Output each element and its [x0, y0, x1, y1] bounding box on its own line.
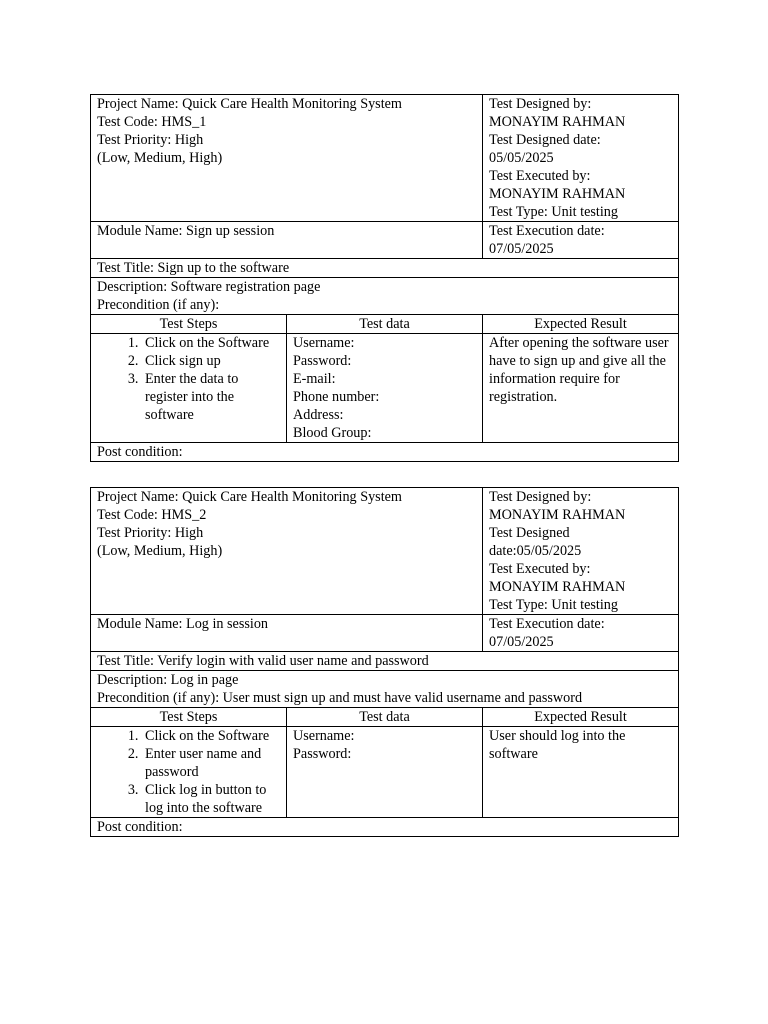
execution-date-label: Test Execution date: [489, 223, 605, 239]
expected-result: User should log into the software [489, 728, 626, 762]
test-priority: Test Priority: High [97, 132, 204, 148]
test-code: Test Code: HMS_1 [97, 114, 207, 130]
precondition: Precondition (if any): User must sign up and must have valid username and password [97, 690, 583, 706]
header-test-steps: Test Steps [91, 708, 287, 727]
designer-info-cell [483, 488, 679, 615]
module-name-cell [91, 222, 483, 259]
executed-by: MONAYIM RAHMAN [489, 186, 626, 202]
expected-result: After opening the software user have to sign up and give all the information require for registration. [489, 335, 669, 405]
test-title-cell [91, 259, 679, 278]
post-condition-cell [91, 818, 679, 837]
designed-date-label: Test Designed [489, 525, 570, 541]
description: Description: Software registration page [97, 279, 321, 295]
test-title: Test Title: Verify login with valid user name and password [97, 653, 429, 669]
designed-by-label: Test Designed by: [489, 96, 592, 112]
test-data-item: Phone number: [293, 389, 380, 405]
test-steps-list [97, 334, 280, 424]
execution-date: 07/05/2025 [489, 241, 554, 257]
designed-date: 05/05/2025 [489, 150, 554, 166]
post-condition-cell [91, 443, 679, 462]
test-steps-list [97, 727, 280, 817]
test-data-item: Username: [293, 335, 355, 351]
header-test-data: Test data [287, 315, 483, 334]
priority-options: (Low, Medium, High) [97, 543, 223, 559]
post-condition: Post condition: [97, 444, 183, 460]
project-name: Project Name: Quick Care Health Monitoring System [97, 489, 402, 505]
execution-date: 07/05/2025 [489, 634, 554, 650]
precondition: Precondition (if any): [97, 297, 220, 313]
expected-result-cell [483, 334, 679, 443]
test-step: 3. Enter the data to register into the software [142, 370, 280, 424]
executed-by-label: Test Executed by: [489, 168, 591, 184]
description: Description: Log in page [97, 672, 239, 688]
test-data-item: Username: [293, 728, 355, 744]
project-info-cell [91, 488, 483, 615]
executed-by-label: Test Executed by: [489, 561, 591, 577]
description-cell [91, 278, 679, 315]
test-data-item: Password: [293, 746, 352, 762]
designed-date: date:05/05/2025 [489, 543, 582, 559]
header-test-steps: Test Steps [91, 315, 287, 334]
test-data-item: E-mail: [293, 371, 336, 387]
expected-result-cell [483, 727, 679, 818]
execution-date-label: Test Execution date: [489, 616, 605, 632]
project-name: Project Name: Quick Care Health Monitoring System [97, 96, 402, 112]
test-step: 2. Enter user name and password [142, 745, 280, 781]
test-data-item: Address: [293, 407, 344, 423]
test-priority: Test Priority: High [97, 525, 204, 541]
header-expected-result: Expected Result [483, 315, 679, 334]
test-steps-cell [91, 727, 287, 818]
test-steps-cell [91, 334, 287, 443]
priority-options: (Low, Medium, High) [97, 150, 223, 166]
test-code: Test Code: HMS_2 [97, 507, 207, 523]
test-step: 1. Click on the Software [142, 727, 280, 745]
test-title-cell [91, 652, 679, 671]
module-name-cell [91, 615, 483, 652]
designed-date-label: Test Designed date: [489, 132, 601, 148]
test-title: Test Title: Sign up to the software [97, 260, 290, 276]
execution-date-cell [483, 615, 679, 652]
test-data-cell [287, 727, 483, 818]
project-info-cell [91, 95, 483, 222]
test-case-table-1 [90, 94, 679, 462]
header-expected-result: Expected Result [483, 708, 679, 727]
description-cell [91, 671, 679, 708]
designer-info-cell [483, 95, 679, 222]
designed-by: MONAYIM RAHMAN [489, 507, 626, 523]
header-test-data: Test data [287, 708, 483, 727]
test-step: 1. Click on the Software [142, 334, 280, 352]
test-data-item: Password: [293, 353, 352, 369]
designed-by-label: Test Designed by: [489, 489, 592, 505]
designed-by: MONAYIM RAHMAN [489, 114, 626, 130]
test-data-item: Blood Group: [293, 425, 372, 441]
module-name: Module Name: Sign up session [97, 223, 275, 239]
post-condition: Post condition: [97, 819, 183, 835]
test-case-table-2 [90, 487, 679, 837]
test-type: Test Type: Unit testing [489, 204, 618, 220]
test-step: 2. Click sign up [142, 352, 280, 370]
execution-date-cell [483, 222, 679, 259]
test-data-cell [287, 334, 483, 443]
executed-by: MONAYIM RAHMAN [489, 579, 626, 595]
module-name: Module Name: Log in session [97, 616, 269, 632]
test-type: Test Type: Unit testing [489, 597, 618, 613]
test-step: 3. Click log in button to log into the software [142, 781, 280, 817]
